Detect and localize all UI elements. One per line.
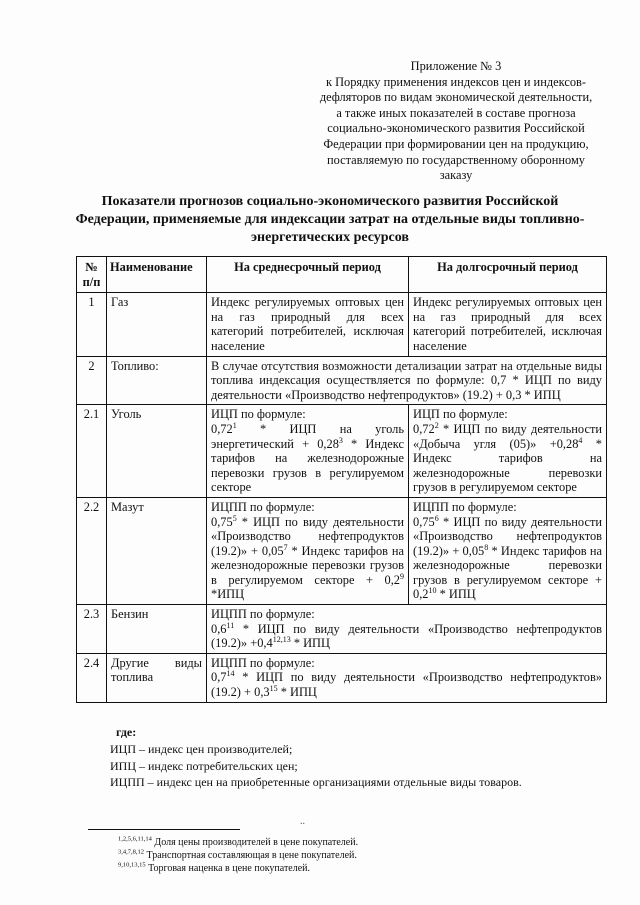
long-term-cell: Индекс регулируемых оптовых цен на газ природный для всех категорий потребителей, исключая население [409, 293, 607, 356]
formula-lead: ИЦПП по формуле: [211, 607, 315, 622]
row-name: Газ [107, 293, 207, 356]
legend-where: где: [116, 725, 137, 739]
appendix-line: поставляемую по государственному оборонному [326, 152, 585, 167]
footnote: $^{9,10,13,15}$ Торговая наценка в цене покупателей. [118, 861, 311, 874]
row-name: Мазут [107, 497, 207, 604]
row-name: Топливо: [107, 356, 207, 405]
abbreviations-legend [110, 724, 522, 791]
row-number: 2.3 [77, 605, 107, 654]
title-line: энергетических ресурсов [251, 230, 409, 245]
table-row [77, 653, 607, 702]
row-number: 1 [77, 293, 107, 356]
formula-lead: ИЦПП по формуле: [211, 499, 315, 514]
footnote: $^{3,4,7,8,12}$ Транспортная составляющая в цене покупателей. [118, 848, 357, 861]
appendix-line: к Порядку применения индексов цен и индексов- [325, 74, 587, 89]
row-name: Бензин [107, 605, 207, 654]
title-line: Показатели прогнозов социально-экономического развития Российской [101, 194, 559, 209]
row-number: 2.1 [77, 405, 107, 498]
appendix-line: заказу [439, 168, 473, 183]
formula-lead: ИЦПП по формуле: [413, 499, 517, 514]
footnote: $^{1,2,5,6,11,14}$ Доля цены производителей в цене покупателей. [118, 835, 359, 848]
mid-term-cell: Индекс регулируемых оптовых цен на газ природный для всех категорий потребителей, исключая население [207, 293, 409, 356]
row-name: Уголь [107, 405, 207, 498]
formula-lead: ИЦП по формуле: [413, 407, 508, 422]
footnote-separator [88, 829, 240, 830]
formula-lead: ИЦПП по формуле: [211, 655, 315, 670]
header-mid-term: На среднесрочный период [207, 257, 409, 293]
header-number: № п/п [77, 257, 107, 293]
long-term-cell: ИЦП по формуле: 0,72$^2$ * ИЦП по виду деятельности «Добыча угля (05)» $+0,28^4$ * Индекс тарифов на железнодорожные перевозки грузов в регулируемом секторе [409, 405, 607, 498]
legend-item: ИПЦ – индекс потребительских цен; [110, 758, 298, 773]
legend-item: ИЦП – индекс цен производителей; [110, 741, 293, 756]
table-row [77, 293, 607, 356]
mid-term-cell: ИЦПП по формуле: 0,75$^5$ * ИЦП по виду деятельности «Производство нефтепродуктов (19.2)» + $0,05^7$ * Индекс тарифов на железнодорожные перевозки грузов в регулируемом секторе + $0,2^9$ *ИПЦ [207, 497, 409, 604]
legend-item: ИЦПП – индекс цен на приобретенные организациями отдельные виды товаров. [110, 775, 522, 790]
title-line: Федерации, применяемые для индексации затрат на отдельные виды топливно- [75, 212, 585, 227]
table-row [77, 605, 607, 654]
merged-cell: В случае отсутствия возможности детализации затрат на отдельные виды топлива индексация осуществляется по формуле: 0,7 * ИЦП по виду деятельности «Производство нефтепродуктов» (19.2) + 0,3 * ИПЦ [207, 356, 607, 405]
appendix-header [300, 59, 612, 184]
merged-cell: ИЦПП по формуле: $0,6^{11}$ * ИЦП по виду деятельности «Производство нефтепродуктов (19.2)» $+0,4^{12,13}$ * ИПЦ [207, 605, 607, 654]
document-title [60, 193, 600, 247]
row-name: Другие виды топлива [107, 653, 207, 702]
table-header-row [77, 257, 607, 293]
mid-term-cell: ИЦП по формуле: 0,72$^1$ * ИЦП на уголь энергетический + $0,28^3$ * Индекс тарифов на железнодорожные перевозки грузов в регулируемом секторе [207, 405, 409, 498]
row-number: 2.4 [77, 653, 107, 702]
appendix-line: социально-экономического развития Российской [327, 121, 585, 136]
appendix-line: а также иных показателей в составе прогноза [336, 105, 576, 120]
row-number: 2 [77, 356, 107, 405]
table-row [77, 497, 607, 604]
indicators-table [76, 256, 607, 703]
long-term-cell: ИЦПП по формуле: 0,75$^6$ * ИЦП по виду деятельности «Производство нефтепродуктов (19.2)» + $0,05^8$ * Индекс тарифов на железнодорожные перевозки грузов в регулируемом секторе + $0,2^{10}$ * ИПЦ [409, 497, 607, 604]
formula-lead: ИЦП по формуле: [211, 407, 306, 422]
row-number: 2.2 [77, 497, 107, 604]
table-row [77, 405, 607, 498]
page-marks: .. [300, 816, 305, 827]
table-row [77, 356, 607, 405]
appendix-line: Федерации при формировании цен на продукцию, [323, 136, 589, 151]
appendix-line: дефляторов по видам экономической деятельности, [319, 90, 593, 105]
header-long-term: На долгосрочный период [409, 257, 607, 293]
header-name: Наименование [107, 257, 207, 293]
footnotes [118, 836, 358, 875]
appendix-line: Приложение № 3 [410, 59, 502, 73]
merged-cell: ИЦПП по формуле: $0,7^{14}$ * ИЦП по виду деятельности «Производство нефтепродуктов» $(19.2) + 0,3^{15}$ * ИПЦ [207, 653, 607, 702]
